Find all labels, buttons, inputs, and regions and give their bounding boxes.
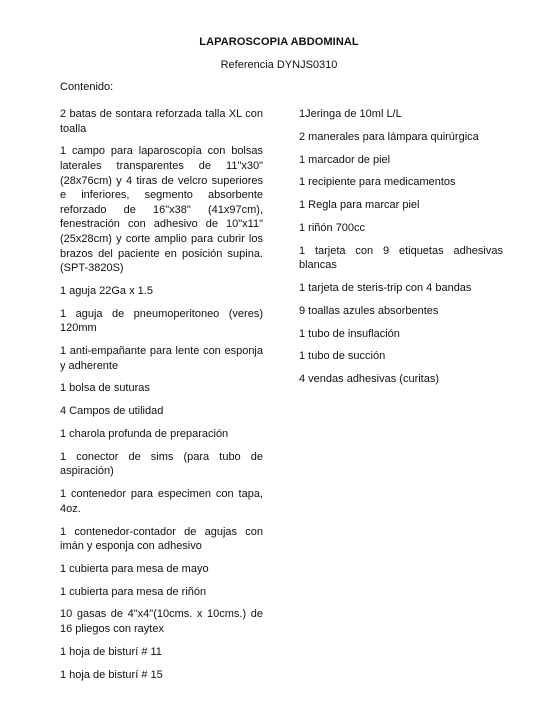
list-item: 1 tarjeta de steris-trip con 4 bandas <box>299 282 472 295</box>
list-item: 1 aguja 22Ga x 1.5 <box>60 284 153 297</box>
list-item: 1 riñón 700cc <box>299 221 366 234</box>
list-item: 1 aguja de pneumoperitoneo (veres) 120mm <box>60 307 263 335</box>
list-item: 1 Regla para marcar piel <box>299 199 420 212</box>
list-item: 1 tubo de insuflación <box>299 327 400 340</box>
list-item: 1 hoja de bisturí # 11 <box>60 645 162 658</box>
contents-list-left <box>60 107 263 690</box>
list-item: 1Jeringa de 10ml L/L <box>299 108 402 120</box>
list-item: 1 contenedor-contador de agujas con imán y esponja con adhesivo <box>60 525 263 553</box>
list-item: 1 tarjeta con 9 etiquetas adhesivas blancas <box>299 244 503 272</box>
list-item: 1 tubo de succión <box>299 350 386 363</box>
list-item: 9 toallas azules absorbentes <box>299 304 439 317</box>
list-item: 1 campo para laparoscopía con bolsas laterales transparentes de 11"x30" (28x76cm) y 4 tiras de velcro superiores e inferiores, segmento absorbente reforzado de 16"x38" (41x97cm), fenestración con adhesivo de 10"x11" (25x28cm) y corte amplio para cubrir los brazos del paciente en posición supina. (SPT-3820S) <box>60 145 263 275</box>
list-item: 1 recipiente para medicamentos <box>299 176 456 189</box>
list-item: 1 conector de sims (para tubo de aspiración) <box>60 450 263 478</box>
list-item: 1 marcador de piel <box>299 153 391 166</box>
list-item: 2 manerales para lámpara quirúrgica <box>299 130 479 143</box>
list-item: 1 contenedor para especimen con tapa, 4oz. <box>60 488 263 515</box>
list-item: 1 anti-empañante para lente con esponja y adherente <box>60 345 263 372</box>
list-item: 1 cubierta para mesa de mayo <box>60 562 209 575</box>
document-reference: Referencia DYNJS0310 <box>220 59 338 71</box>
list-item: 4 vendas adhesivas (curitas) <box>299 373 440 386</box>
list-item: 1 hoja de bisturí # 15 <box>60 668 163 681</box>
contents-label: Contenido: <box>60 81 114 93</box>
list-item: 1 bolsa de suturas <box>60 382 150 395</box>
list-item: 10 gasas de 4"x4"(10cms. x 10cms.) de 16 pliegos con raytex <box>60 608 263 636</box>
list-item: 1 cubierta para mesa de riñón <box>60 585 207 598</box>
list-item: 1 charola profunda de preparación <box>60 428 229 440</box>
list-item: 2 batas de sontara reforzada talla XL con toalla <box>60 108 263 135</box>
contents-list-right <box>299 107 503 395</box>
list-item: 4 Campos de utilidad <box>60 405 164 418</box>
document-title: LAPAROSCOPIA ABDOMINAL <box>199 36 359 48</box>
